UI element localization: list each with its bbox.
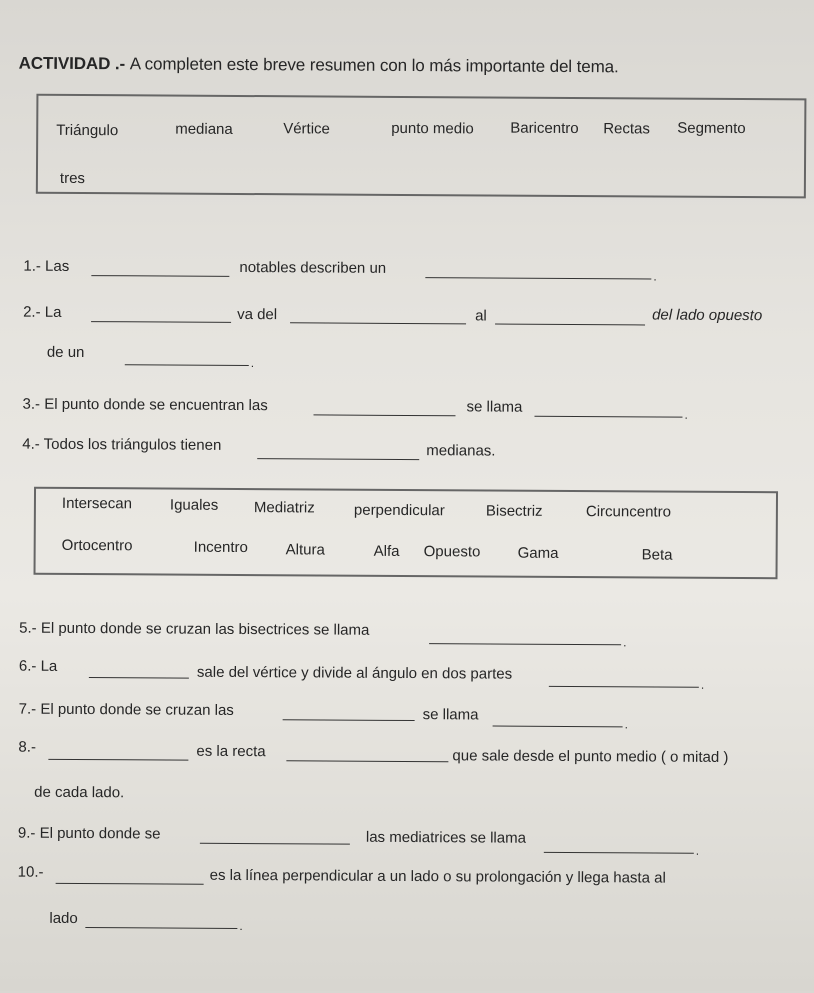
q8-text-b: es la recta [196, 742, 266, 761]
q6-text-b: sale del vértice y divide al ángulo en dos partes [196, 663, 513, 683]
q6-blank-1[interactable] [89, 676, 189, 679]
word-bank-1-item: Segmento [677, 119, 746, 138]
q2-text-d: del lado opuesto [652, 306, 763, 325]
q9-blank-1[interactable] [200, 842, 350, 845]
q3-text-a: 3.- El punto donde se encuentran las [22, 395, 268, 415]
word-bank-2-item: Ortocentro [61, 536, 133, 555]
q3-text-b: se llama [466, 398, 523, 416]
q4-text-b: medianas. [426, 442, 496, 460]
q7-blank-1[interactable] [283, 718, 415, 721]
word-bank-2-item: Altura [285, 541, 325, 559]
word-bank-2 [34, 487, 779, 580]
word-bank-2-item: perpendicular [353, 501, 445, 520]
q6-text-a: 6.- La [18, 657, 58, 675]
word-bank-2-item: Circuncentro [585, 503, 672, 521]
q9-text-a: 9.- El punto donde se [17, 824, 161, 843]
q2-text-b: va del [237, 305, 278, 324]
word-bank-2-item: Opuesto [423, 543, 481, 561]
activity-instruction: A completen este breve resumen con lo más importante del tema. [129, 54, 619, 77]
q5-text-a: 5.- El punto donde se cruzan las bisectrices se llama [19, 619, 370, 639]
q10-text-c: lado [49, 909, 78, 927]
word-bank-1-item: Rectas [603, 120, 650, 138]
word-bank-1-item: tres [59, 169, 85, 188]
word-bank-2-item: Iguales [169, 496, 219, 514]
q2-blank-1[interactable] [91, 320, 231, 323]
q1-blank-2[interactable] [425, 276, 651, 279]
word-bank-2-item: Incentro [193, 538, 248, 557]
word-bank-1-item: Baricentro [510, 119, 579, 138]
q5-blank-1[interactable] [429, 642, 621, 645]
q7-period: . [624, 717, 628, 732]
q10-blank-2[interactable] [85, 926, 237, 929]
q8-blank-2[interactable] [286, 759, 448, 762]
q7-text-a: 7.- El punto donde se cruzan las [18, 700, 234, 719]
word-bank-1-item: Triángulo [56, 121, 119, 140]
q8-text-a: 8.- [18, 738, 37, 756]
q8-text-c: que sale desde el punto medio ( o mitad ) [452, 747, 729, 766]
word-bank-2-item: Gama [517, 544, 559, 562]
word-bank-2-item: Mediatriz [253, 499, 315, 517]
word-bank-2-item: Alfa [373, 542, 400, 560]
word-bank-1-item: mediana [175, 120, 233, 138]
q6-period: . [700, 677, 705, 692]
word-bank-2-item: Bisectriz [485, 502, 543, 520]
q2-period: . [250, 356, 255, 371]
q4-text-a: 4.- Todos los triángulos tienen [22, 435, 222, 454]
activity-title [19, 54, 619, 78]
q8-blank-1[interactable] [48, 758, 188, 761]
q6-blank-2[interactable] [549, 685, 699, 688]
q4-blank-1[interactable] [257, 457, 419, 460]
q3-blank-2[interactable] [534, 415, 682, 418]
q1-text-b: notables describen un [239, 258, 387, 277]
word-bank-2-item: Intersecan [61, 494, 133, 513]
q7-blank-2[interactable] [493, 725, 623, 728]
q10-text-a: 10.- [17, 863, 44, 881]
q1-text-a: 1.- Las [23, 257, 70, 275]
word-bank-2-item: Beta [641, 546, 673, 564]
q10-text-b: es la línea perpendicular a un lado o su prolongación y llega hasta al [209, 866, 666, 887]
q2-text-c: al [475, 307, 487, 325]
q2-blank-2[interactable] [290, 321, 466, 324]
q3-period: . [684, 407, 688, 422]
q9-period: . [695, 843, 700, 858]
q1-blank-1[interactable] [91, 274, 229, 277]
q2-text-e: de un [46, 343, 85, 362]
q9-text-b: las mediatrices se llama [365, 828, 527, 847]
activity-label: ACTIVIDAD .- [18, 53, 126, 74]
q10-blank-1[interactable] [56, 882, 204, 885]
q5-period: . [623, 635, 627, 650]
q9-blank-2[interactable] [544, 851, 694, 854]
q2-blank-3[interactable] [495, 323, 645, 326]
word-bank-1 [36, 94, 807, 199]
q3-blank-1[interactable] [313, 413, 455, 416]
word-bank-1-item: punto medio [391, 119, 474, 138]
q10-period: . [239, 918, 243, 934]
q8-text-d: de cada lado. [34, 783, 125, 802]
q2-text-a: 2.- La [23, 303, 62, 321]
q7-text-b: se llama [422, 706, 479, 724]
q1-period: . [653, 269, 657, 284]
word-bank-1-item: Vértice [283, 120, 330, 138]
q2-blank-4[interactable] [125, 363, 249, 366]
